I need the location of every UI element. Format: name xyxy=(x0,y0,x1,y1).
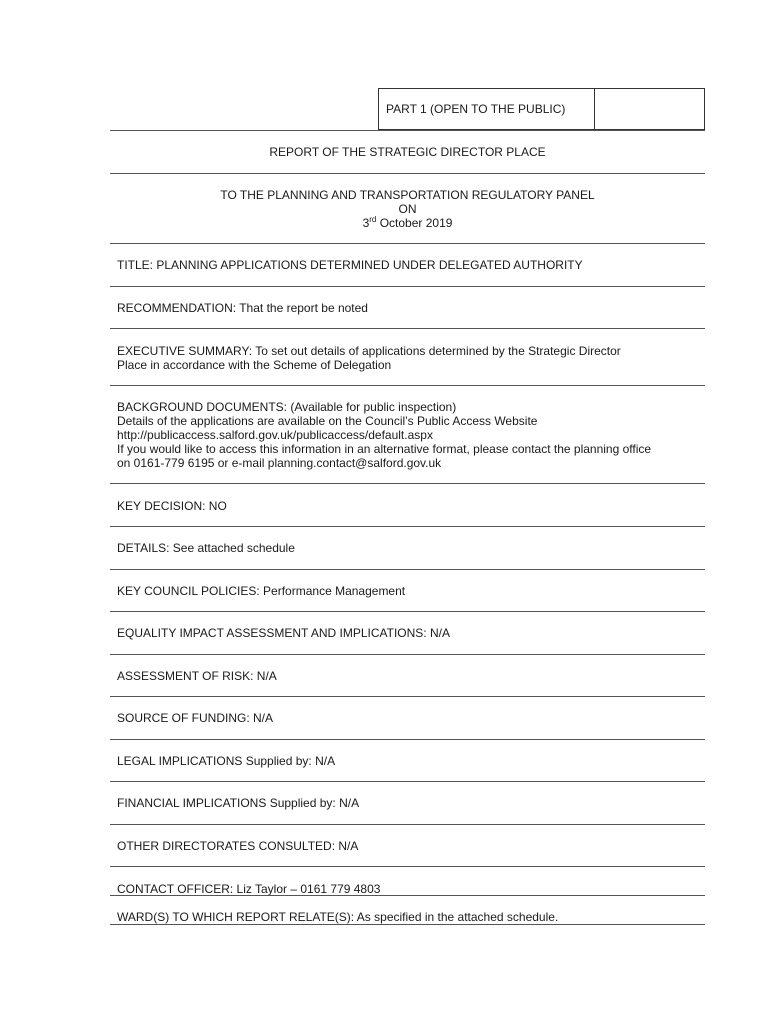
source-of-funding: SOURCE OF FUNDING: N/A xyxy=(117,711,274,725)
meeting-date xyxy=(110,216,705,230)
details: DETAILS: See attached schedule xyxy=(117,541,295,555)
divider xyxy=(110,611,705,612)
divider xyxy=(110,483,705,484)
part-empty-cell xyxy=(595,89,704,129)
divider xyxy=(110,569,705,570)
background-line-5: on 0161-779 6195 or e-mail planning.contact@salford.gov.uk xyxy=(117,456,442,470)
divider xyxy=(110,328,705,329)
assessment-of-risk: ASSESSMENT OF RISK: N/A xyxy=(117,669,277,683)
recommendation: RECOMMENDATION: That the report be noted xyxy=(117,301,368,315)
divider xyxy=(110,739,705,740)
report-title: TITLE: PLANNING APPLICATIONS DETERMINED UNDER DELEGATED AUTHORITY xyxy=(117,258,583,272)
equality-impact: EQUALITY IMPACT ASSESSMENT AND IMPLICATIONS: N/A xyxy=(117,626,450,640)
divider xyxy=(110,526,705,527)
part-classification-box xyxy=(378,88,705,130)
divider xyxy=(110,286,705,287)
executive-summary-line-1: EXECUTIVE SUMMARY: To set out details of applications determined by the Strategic Director xyxy=(117,344,621,358)
divider xyxy=(110,654,705,655)
background-url[interactable]: http://publicaccess.salford.gov.uk/publicaccess/default.aspx xyxy=(117,428,433,442)
key-decision: KEY DECISION: NO xyxy=(117,499,227,513)
date-rest: October 2019 xyxy=(376,216,453,230)
divider xyxy=(110,781,705,782)
divider xyxy=(110,824,705,825)
other-directorates: OTHER DIRECTORATES CONSULTED: N/A xyxy=(117,839,359,853)
contact-officer: CONTACT OFFICER: Liz Taylor – 0161 779 4803 xyxy=(117,882,381,896)
background-line-1: BACKGROUND DOCUMENTS: (Available for public inspection) xyxy=(117,400,457,414)
financial-implications: FINANCIAL IMPLICATIONS Supplied by: N/A xyxy=(117,796,360,810)
key-council-policies: KEY COUNCIL POLICIES: Performance Management xyxy=(117,584,406,598)
divider xyxy=(110,866,705,867)
divider xyxy=(110,130,705,131)
executive-summary-line-2: Place in accordance with the Scheme of Delegation xyxy=(117,358,392,372)
legal-implications: LEGAL IMPLICATIONS Supplied by: N/A xyxy=(117,754,336,768)
date-suffix: rd xyxy=(369,215,377,224)
to-panel: TO THE PLANNING AND TRANSPORTATION REGULATORY PANEL xyxy=(220,188,595,202)
divider xyxy=(110,173,705,174)
divider xyxy=(110,924,705,925)
wards: WARD(S) TO WHICH REPORT RELATE(S): As specified in the attached schedule. xyxy=(117,910,559,924)
report-of: REPORT OF THE STRATEGIC DIRECTOR PLACE xyxy=(269,145,546,159)
on-label: ON xyxy=(398,202,417,216)
divider xyxy=(110,696,705,697)
date-day: 3 xyxy=(362,216,370,230)
background-line-4: If you would like to access this information in an alternative format, please contact the planning office xyxy=(117,442,652,456)
divider xyxy=(110,243,705,244)
background-line-2: Details of the applications are available on the Council’s Public Access Website xyxy=(117,414,538,428)
part-label: PART 1 (OPEN TO THE PUBLIC) xyxy=(379,89,595,129)
divider xyxy=(110,895,705,896)
divider xyxy=(110,385,705,386)
